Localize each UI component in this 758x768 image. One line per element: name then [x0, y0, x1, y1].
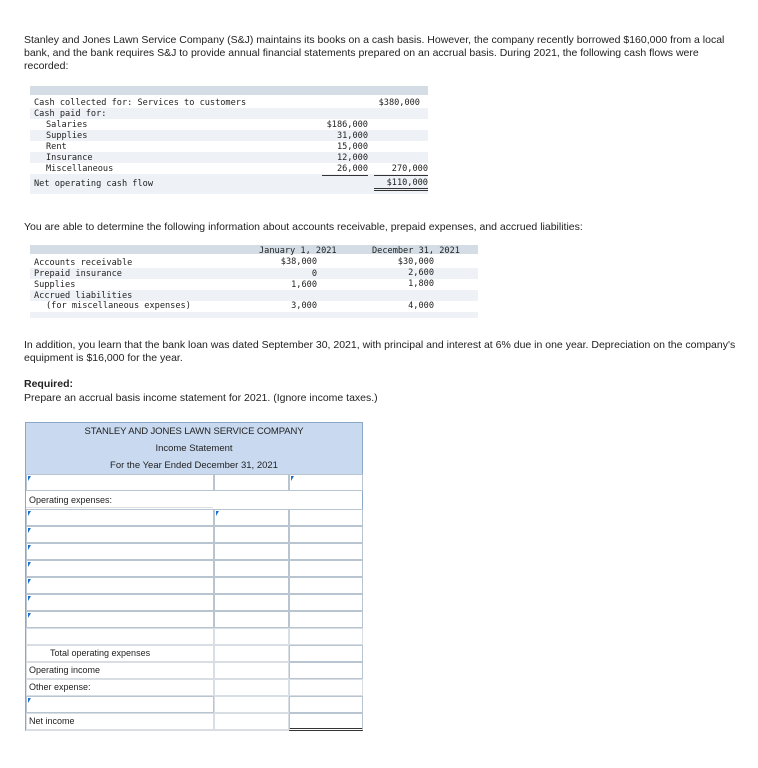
cash-collected-total: $380,000	[378, 98, 420, 108]
net-cash-flow-label: Net operating cash flow	[34, 179, 153, 189]
item-label: Supplies	[46, 131, 88, 141]
blank-cell	[214, 713, 289, 730]
expense-total-input[interactable]	[289, 560, 363, 577]
balance-label: (for miscellaneous expenses)	[46, 301, 191, 311]
total-operating-input[interactable]	[289, 645, 363, 662]
blank-cell	[214, 628, 289, 645]
blank-cell	[214, 645, 289, 662]
statement-title: Income Statement	[155, 443, 233, 454]
balance-label: Prepaid insurance	[34, 269, 122, 279]
expense-amount-input[interactable]	[214, 509, 289, 526]
item-label: Rent	[46, 142, 67, 152]
expense-amount-input[interactable]	[214, 526, 289, 543]
statement-row	[25, 713, 363, 731]
amount-input[interactable]	[214, 474, 289, 491]
expense-total-input[interactable]	[289, 594, 363, 611]
net-income-label: Net income	[29, 716, 75, 726]
balance-label: Supplies	[34, 280, 76, 290]
dropdown-marker-icon	[28, 511, 31, 516]
dropdown-marker-icon	[28, 476, 31, 481]
dropdown-marker-icon	[216, 511, 219, 516]
expense-name-input[interactable]	[26, 526, 214, 543]
cash-paid-label: Cash paid for:	[34, 109, 107, 119]
expense-amount-input[interactable]	[214, 560, 289, 577]
operating-expenses-label: Operating expenses:	[26, 492, 213, 508]
expense-amount-input[interactable]	[214, 594, 289, 611]
cash-collected-label: Cash collected for: Services to customers	[34, 98, 247, 108]
blank-cell	[26, 628, 214, 645]
expense-total-input[interactable]	[289, 526, 363, 543]
statement-period: For the Year Ended December 31, 2021	[110, 460, 278, 471]
net-cash-flow-total: $110,000	[374, 178, 428, 191]
expense-name-input[interactable]	[26, 543, 214, 560]
expense-amount-input[interactable]	[214, 543, 289, 560]
line-item-input[interactable]	[26, 474, 214, 491]
dropdown-marker-icon	[291, 476, 294, 481]
expense-name-input[interactable]	[26, 594, 214, 611]
item-amount: 12,000	[336, 153, 368, 163]
statement-header	[25, 422, 363, 474]
expense-total-input[interactable]	[289, 543, 363, 560]
total-operating-label: Total operating expenses	[50, 648, 151, 658]
expense-row	[25, 509, 363, 526]
required-text: Prepare an accrual basis income statement for 2021. (Ignore income taxes.)	[24, 392, 378, 404]
operating-income-input[interactable]	[289, 662, 363, 679]
expense-total-input[interactable]	[289, 509, 363, 526]
statement-row	[25, 645, 363, 662]
item-label: Miscellaneous	[46, 164, 114, 174]
dropdown-marker-icon	[28, 596, 31, 601]
balance-jan: 1,600	[291, 280, 317, 290]
net-income-input[interactable]	[289, 713, 363, 731]
blank-cell	[214, 662, 289, 679]
dropdown-marker-icon	[28, 698, 31, 703]
col-jan-header: January 1, 2021	[259, 246, 337, 256]
item-label: Insurance	[46, 153, 93, 163]
blank-cell	[214, 696, 289, 713]
dropdown-marker-icon	[28, 528, 31, 533]
other-expense-amount-input[interactable]	[289, 696, 363, 713]
dropdown-marker-icon	[28, 579, 31, 584]
blank-cell	[289, 628, 363, 645]
expense-total-input[interactable]	[289, 611, 363, 628]
expense-name-input[interactable]	[26, 509, 214, 526]
statement-row	[25, 662, 363, 679]
item-amount: $186,000	[326, 120, 368, 130]
total-input[interactable]	[289, 474, 363, 491]
item-amount: 15,000	[336, 142, 368, 152]
balance-label: Accrued liabilities	[34, 291, 133, 301]
balance-jan: $38,000	[280, 257, 317, 267]
blank-cell	[289, 679, 363, 696]
item-label: Salaries	[46, 120, 88, 130]
balance-dec: 1,800	[408, 279, 434, 289]
expense-row	[25, 594, 363, 611]
balance-dec: 4,000	[408, 301, 434, 311]
other-expense-row	[25, 696, 363, 713]
dropdown-marker-icon	[28, 562, 31, 567]
item-amount: 26,000	[322, 164, 368, 176]
expense-amount-input[interactable]	[214, 611, 289, 628]
required-label: Required:	[24, 378, 74, 390]
balance-dec: 2,600	[408, 268, 434, 278]
expense-row	[25, 560, 363, 577]
col-dec-header: December 31, 2021	[372, 246, 460, 256]
info-intro: You are able to determine the following information about accounts receivable, prepaid expenses, and accrued liabilities:	[24, 221, 583, 233]
balance-jan: 3,000	[291, 301, 317, 311]
statement-row	[25, 628, 363, 645]
balance-dec: $30,000	[397, 257, 434, 267]
dropdown-marker-icon	[28, 613, 31, 618]
expense-row	[25, 577, 363, 594]
expense-name-input[interactable]	[26, 577, 214, 594]
other-expense-label: Other expense:	[29, 682, 91, 692]
income-statement	[25, 422, 363, 731]
statement-row	[25, 474, 363, 491]
blank-cell	[214, 679, 289, 696]
dropdown-marker-icon	[28, 545, 31, 550]
statement-row	[25, 491, 363, 509]
cash-paid-total: 270,000	[374, 164, 428, 176]
balance-jan: 0	[311, 269, 317, 279]
problem-intro: Stanley and Jones Lawn Service Company (S&J) maintains its books on a cash basis. However, the company recently borrowed $160,000 from a local bank, and the bank requires S&J to provide annual financial statements prepared on an accrual basis. During 2021, the following cash flows were recorded:	[24, 34, 725, 72]
operating-income-label: Operating income	[29, 665, 101, 675]
company-name: STANLEY AND JONES LAWN SERVICE COMPANY	[84, 426, 304, 437]
expense-row	[25, 526, 363, 543]
expense-row	[25, 611, 363, 628]
statement-row	[25, 679, 363, 696]
other-expense-name-input[interactable]	[26, 696, 214, 713]
addition-text: In addition, you learn that the bank loan was dated September 30, 2021, with principal and interest at 6% due in one year. Depreciation on the company's equipment is $16,000 for the year.	[24, 339, 736, 364]
item-amount: 31,000	[336, 131, 368, 141]
expense-total-input[interactable]	[289, 577, 363, 594]
balance-label: Accounts receivable	[34, 258, 133, 268]
expense-row	[25, 543, 363, 560]
expense-amount-input[interactable]	[214, 577, 289, 594]
expense-name-input[interactable]	[26, 611, 214, 628]
expense-name-input[interactable]	[26, 560, 214, 577]
